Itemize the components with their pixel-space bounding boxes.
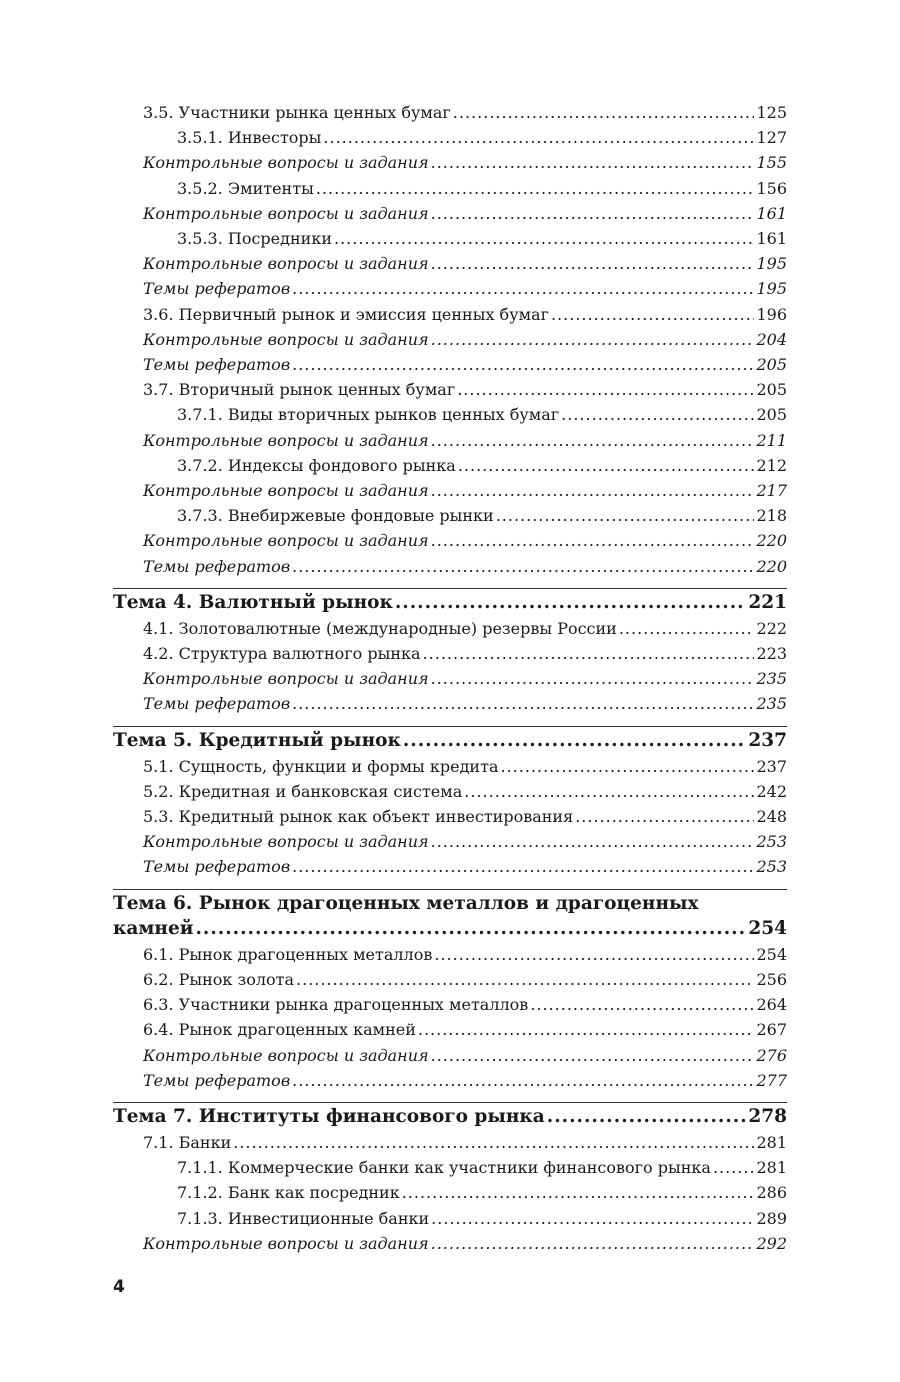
toc-entry xyxy=(113,276,787,301)
dot-leader xyxy=(431,1231,755,1256)
toc-entry-title: 6.4. Рынок драгоценных камней xyxy=(143,1020,416,1040)
toc-entry-title: 5.2. Кредитная и банковская система xyxy=(143,781,463,801)
toc-entry-title: Контрольные вопросы и задания xyxy=(143,1045,429,1065)
toc-entry-title: 3.7. Вторичный рынок ценных бумаг xyxy=(143,380,456,400)
toc-entry xyxy=(113,226,787,251)
dot-leader xyxy=(457,377,754,402)
toc-entry-page: 204 xyxy=(756,329,787,349)
toc-entry-title: Контрольные вопросы и задания xyxy=(143,1233,429,1253)
toc-entry-page: 205 xyxy=(756,380,787,400)
toc-entry-title: Тема 7. Институты финансового рынка xyxy=(113,1105,545,1127)
dot-leader xyxy=(292,854,754,879)
toc-entry-page: 278 xyxy=(748,1105,787,1127)
toc-entry-title: Контрольные вопросы и задания xyxy=(143,153,429,173)
toc-entry-page: 125 xyxy=(756,103,787,122)
toc-entry xyxy=(113,1130,787,1155)
chapter-heading xyxy=(113,916,787,942)
toc-entry-title: Темы рефератов xyxy=(143,1070,291,1090)
toc-entry-title: Темы рефератов xyxy=(143,355,291,375)
toc-entry-page: 223 xyxy=(756,644,787,664)
chapter-heading xyxy=(113,590,787,616)
dot-leader xyxy=(575,804,754,829)
toc-entry xyxy=(113,125,787,150)
dot-leader xyxy=(431,150,755,175)
toc-entry-title: 7.1. Банки xyxy=(143,1132,232,1152)
dot-leader xyxy=(431,1043,755,1068)
toc-entry-title: Тема 5. Кредитный рынок xyxy=(113,729,401,751)
toc-entry xyxy=(113,503,787,528)
toc-entry xyxy=(113,201,787,226)
toc-entry xyxy=(113,967,787,992)
toc-entry-title: 7.1.1. Коммерческие банки как участники финансового рынка xyxy=(177,1158,711,1178)
toc-entry-page: 256 xyxy=(756,969,787,989)
dot-leader xyxy=(418,1017,755,1042)
dot-leader xyxy=(403,728,747,754)
dot-leader xyxy=(458,453,755,478)
dot-leader xyxy=(233,1130,754,1155)
toc-entry xyxy=(113,754,787,779)
toc-entry-title: 4.2. Структура валютного рынка xyxy=(143,644,421,664)
dot-leader xyxy=(334,226,754,251)
toc-entry-page: 222 xyxy=(756,618,787,638)
toc-entry-title: Тема 4. Валютный рынок xyxy=(113,591,393,613)
toc-entry-title: 7.1.2. Банк как посредник xyxy=(177,1183,400,1203)
toc-entry-page: 155 xyxy=(756,153,787,173)
dot-leader xyxy=(395,590,747,616)
toc-entry xyxy=(113,1043,787,1068)
dot-leader xyxy=(431,327,755,352)
toc-entry-title: Контрольные вопросы и задания xyxy=(143,531,429,551)
toc-entry-title: Темы рефератов xyxy=(143,556,291,576)
dot-leader xyxy=(431,528,755,553)
toc-entry-page: 254 xyxy=(748,917,787,939)
toc-entry-title: 3.5.1. Инвесторы xyxy=(177,128,322,148)
toc-entry-title: 6.3. Участники рынка драгоценных металлов xyxy=(143,995,529,1015)
toc-entry xyxy=(113,1017,787,1042)
toc-entry-page: 253 xyxy=(756,832,787,852)
dot-leader xyxy=(713,1155,755,1180)
toc-entry-title: 3.7.3. Внебиржевые фондовые рынки xyxy=(177,506,494,526)
chapter-heading-line: Тема 6. Рынок драгоценных металлов и драгоценных xyxy=(113,892,699,914)
toc-entry xyxy=(113,666,787,691)
dot-leader xyxy=(464,779,754,804)
toc-entry-title: Контрольные вопросы и задания xyxy=(143,669,429,689)
toc-entry-page: 212 xyxy=(756,455,787,475)
toc-entry-title: 3.5.3. Посредники xyxy=(177,229,332,249)
toc-entry xyxy=(113,478,787,503)
toc-entry-title: Контрольные вопросы и задания xyxy=(143,481,429,501)
toc-entry-title: 3.7.2. Индексы фондового рынка xyxy=(177,455,456,475)
toc-entry xyxy=(113,829,787,854)
toc-entry-page: 196 xyxy=(756,304,787,324)
toc-entry-title: Контрольные вопросы и задания xyxy=(143,203,429,223)
toc-entry-title: 6.1. Рынок драгоценных металлов xyxy=(143,944,433,964)
page-number: 4 xyxy=(113,1277,125,1297)
toc-entry-page: 281 xyxy=(756,1132,787,1152)
toc-entry-title: Контрольные вопросы и задания xyxy=(143,254,429,274)
toc-entry-page: 217 xyxy=(756,481,787,501)
toc-entry xyxy=(113,779,787,804)
toc-entry xyxy=(113,942,787,967)
toc-entry-page: 235 xyxy=(756,694,787,714)
toc-entry xyxy=(113,402,787,427)
toc-entry xyxy=(113,554,787,579)
toc-section xyxy=(113,588,787,717)
dot-leader xyxy=(292,691,754,716)
toc-entry xyxy=(113,1206,787,1231)
toc-entry xyxy=(113,327,787,352)
toc-entry-title: камней xyxy=(113,917,194,939)
toc-entry-page: 242 xyxy=(756,781,787,801)
toc-entry-title: Контрольные вопросы и задания xyxy=(143,329,429,349)
dot-leader xyxy=(402,1180,755,1205)
dot-leader xyxy=(431,251,755,276)
dot-leader xyxy=(323,125,754,150)
dot-leader xyxy=(292,1068,754,1093)
toc-entry xyxy=(113,641,787,666)
dot-leader xyxy=(423,641,755,666)
toc-entry xyxy=(113,100,787,125)
toc-entry-title: 3.7.1. Виды вторичных рынков ценных бумаг xyxy=(177,405,560,425)
toc-entry-page: 161 xyxy=(756,203,787,223)
toc-entry-page: 195 xyxy=(756,279,787,299)
table-of-contents xyxy=(113,100,787,1256)
toc-entry xyxy=(113,804,787,829)
toc-entry xyxy=(113,251,787,276)
dot-leader xyxy=(500,754,754,779)
toc-entry-page: 161 xyxy=(756,229,787,249)
dot-leader xyxy=(195,916,746,942)
toc-entry-page: 235 xyxy=(756,669,787,689)
toc-entry-page: 254 xyxy=(756,944,787,964)
toc-entry-title: 5.1. Сущность, функции и формы кредита xyxy=(143,756,499,776)
toc-entry-page: 281 xyxy=(756,1158,787,1178)
toc-entry-title: 7.1.3. Инвестиционные банки xyxy=(177,1208,430,1228)
toc-entry-page: 248 xyxy=(756,807,787,827)
toc-entry-page: 237 xyxy=(748,729,787,751)
toc-entry xyxy=(113,1231,787,1256)
dot-leader xyxy=(530,992,754,1017)
toc-section xyxy=(113,889,787,1093)
toc-section xyxy=(113,726,787,880)
toc-entry xyxy=(113,150,787,175)
toc-entry-page: 218 xyxy=(756,506,787,526)
toc-entry-page: 292 xyxy=(756,1233,787,1253)
toc-entry-page: 286 xyxy=(756,1183,787,1203)
dot-leader xyxy=(453,100,755,125)
toc-entry xyxy=(113,992,787,1017)
chapter-heading xyxy=(113,728,787,754)
dot-leader xyxy=(296,967,754,992)
dot-leader xyxy=(431,829,755,854)
toc-entry-page: 205 xyxy=(756,405,787,425)
dot-leader xyxy=(431,428,755,453)
toc-entry-title: 3.6. Первичный рынок и эмиссия ценных бумаг xyxy=(143,304,549,324)
dot-leader xyxy=(496,503,755,528)
dot-leader xyxy=(619,616,755,641)
toc-entry-page: 264 xyxy=(756,995,787,1015)
toc-entry-title: 3.5. Участники рынка ценных бумаг xyxy=(143,103,451,122)
toc-entry-title: Темы рефератов xyxy=(143,694,291,714)
dot-leader xyxy=(561,402,754,427)
toc-entry-page: 195 xyxy=(756,254,787,274)
dot-leader xyxy=(431,1206,754,1231)
toc-entry-page: 127 xyxy=(756,128,787,148)
toc-entry-page: 220 xyxy=(756,531,787,551)
dot-leader xyxy=(431,201,755,226)
toc-entry-page: 220 xyxy=(756,556,787,576)
toc-entry xyxy=(113,302,787,327)
toc-entry xyxy=(113,1155,787,1180)
toc-entry-title: Контрольные вопросы и задания xyxy=(143,832,429,852)
toc-entry-title: Темы рефератов xyxy=(143,279,291,299)
dot-leader xyxy=(434,942,754,967)
toc-entry-title: 3.5.2. Эмитенты xyxy=(177,178,314,198)
toc-entry-page: 237 xyxy=(756,756,787,776)
dot-leader xyxy=(431,666,755,691)
toc-entry xyxy=(113,377,787,402)
toc-entry-page: 277 xyxy=(756,1070,787,1090)
toc-section xyxy=(113,100,787,579)
toc-entry xyxy=(113,453,787,478)
toc-entry-page: 221 xyxy=(748,591,787,613)
chapter-heading xyxy=(113,1104,787,1130)
toc-entry xyxy=(113,528,787,553)
toc-entry-title: Контрольные вопросы и задания xyxy=(143,430,429,450)
toc-entry xyxy=(113,616,787,641)
toc-entry-page: 253 xyxy=(756,857,787,877)
toc-entry-title: Темы рефератов xyxy=(143,857,291,877)
toc-entry-page: 276 xyxy=(756,1045,787,1065)
toc-entry-title: 6.2. Рынок золота xyxy=(143,969,295,989)
toc-entry-page: 267 xyxy=(756,1020,787,1040)
dot-leader xyxy=(316,176,755,201)
dot-leader xyxy=(292,276,754,301)
dot-leader xyxy=(431,478,755,503)
toc-entry xyxy=(113,1180,787,1205)
dot-leader xyxy=(551,302,754,327)
dot-leader xyxy=(547,1104,747,1130)
toc-entry-page: 211 xyxy=(756,430,787,450)
toc-entry xyxy=(113,352,787,377)
toc-entry-page: 156 xyxy=(756,178,787,198)
toc-entry-title: 4.1. Золотовалютные (международные) резервы России xyxy=(143,618,617,638)
toc-entry xyxy=(113,1068,787,1093)
toc-entry xyxy=(113,691,787,716)
toc-entry xyxy=(113,854,787,879)
toc-entry xyxy=(113,176,787,201)
dot-leader xyxy=(292,554,754,579)
toc-entry-page: 205 xyxy=(756,355,787,375)
toc-entry xyxy=(113,428,787,453)
toc-entry-title: 5.3. Кредитный рынок как объект инвестирования xyxy=(143,807,574,827)
toc-section xyxy=(113,1102,787,1256)
dot-leader xyxy=(292,352,754,377)
toc-entry-page: 289 xyxy=(756,1208,787,1228)
